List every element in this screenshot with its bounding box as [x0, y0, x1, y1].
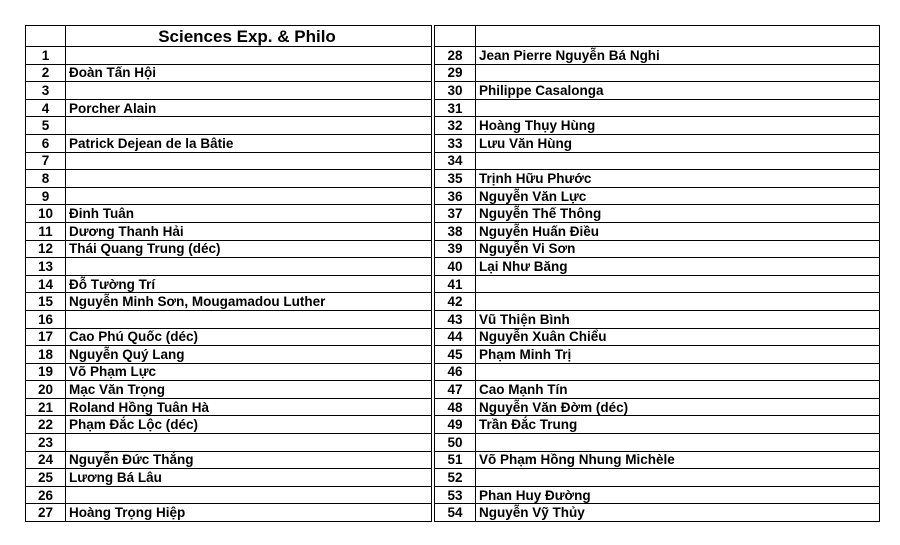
row-number-right: 49 [435, 416, 476, 434]
row-number-left: 13 [26, 258, 66, 276]
row-number-left: 23 [26, 434, 66, 452]
student-name-right: Trịnh Hữu Phước [476, 170, 880, 188]
row-number-right: 29 [435, 64, 476, 82]
row-number-left: 27 [26, 504, 66, 522]
student-name-right: Nguyễn Văn Đờm (déc) [476, 398, 880, 416]
student-name-right [476, 152, 880, 170]
table-row [26, 398, 880, 416]
row-number-right: 54 [435, 504, 476, 522]
row-number-left: 25 [26, 469, 66, 487]
student-name-right [476, 64, 880, 82]
table-row [26, 187, 880, 205]
page-title: Sciences Exp. & Philo [66, 26, 432, 47]
row-number-right: 53 [435, 486, 476, 504]
table-row [26, 469, 880, 487]
table-row [26, 117, 880, 135]
student-name-left: Dương Thanh Hải [66, 222, 432, 240]
student-name-left: Nguyễn Đức Thắng [66, 451, 432, 469]
student-name-left [66, 170, 432, 188]
row-number-right: 43 [435, 310, 476, 328]
student-name-right: Nguyễn Huấn Điều [476, 222, 880, 240]
student-name-right [476, 275, 880, 293]
table-row [26, 346, 880, 364]
roster-body [26, 26, 880, 522]
student-name-right [476, 469, 880, 487]
row-number-left: 18 [26, 346, 66, 364]
table-row [26, 47, 880, 65]
row-number-left: 5 [26, 117, 66, 135]
student-name-left [66, 152, 432, 170]
student-name-left [66, 310, 432, 328]
class-roster-table [25, 25, 880, 522]
student-name-right [476, 434, 880, 452]
table-row [26, 82, 880, 100]
student-name-right: Trần Đắc Trung [476, 416, 880, 434]
student-name-right: Nguyễn Thế Thông [476, 205, 880, 223]
table-row [26, 170, 880, 188]
table-row [26, 275, 880, 293]
table-row [26, 99, 880, 117]
row-number-right: 50 [435, 434, 476, 452]
row-number-left: 16 [26, 310, 66, 328]
table-row [26, 222, 880, 240]
student-name-left [66, 486, 432, 504]
table-row [26, 451, 880, 469]
header-row [26, 26, 880, 47]
student-name-left: Patrick Dejean de la Bâtie [66, 134, 432, 152]
row-number-left: 26 [26, 486, 66, 504]
row-number-right: 52 [435, 469, 476, 487]
student-name-right: Nguyễn Văn Lực [476, 187, 880, 205]
student-name-right [476, 293, 880, 311]
student-name-left [66, 187, 432, 205]
row-number-right: 28 [435, 47, 476, 65]
header-num-cell [26, 26, 66, 47]
student-name-left: Nguyễn Quý Lang [66, 346, 432, 364]
table-row [26, 134, 880, 152]
table-row [26, 434, 880, 452]
row-number-right: 35 [435, 170, 476, 188]
row-number-right: 37 [435, 205, 476, 223]
row-number-left: 15 [26, 293, 66, 311]
row-number-right: 40 [435, 258, 476, 276]
table-row [26, 293, 880, 311]
row-number-left: 11 [26, 222, 66, 240]
student-name-right: Vũ Thiện Bình [476, 310, 880, 328]
row-number-left: 21 [26, 398, 66, 416]
student-name-right: Lại Như Băng [476, 258, 880, 276]
row-number-left: 9 [26, 187, 66, 205]
row-number-left: 12 [26, 240, 66, 258]
student-name-right: Nguyễn Xuân Chiểu [476, 328, 880, 346]
student-name-right: Cao Mạnh Tín [476, 381, 880, 399]
student-name-left [66, 82, 432, 100]
student-name-left [66, 258, 432, 276]
row-number-left: 14 [26, 275, 66, 293]
row-number-left: 10 [26, 205, 66, 223]
student-name-left: Đinh Tuân [66, 205, 432, 223]
row-number-right: 39 [435, 240, 476, 258]
row-number-right: 38 [435, 222, 476, 240]
student-name-right: Võ Phạm Hồng Nhung Michèle [476, 451, 880, 469]
table-row [26, 64, 880, 82]
row-number-left: 2 [26, 64, 66, 82]
table-row [26, 240, 880, 258]
table-row [26, 363, 880, 381]
student-name-right: Hoàng Thụy Hùng [476, 117, 880, 135]
row-number-left: 3 [26, 82, 66, 100]
student-name-left [66, 434, 432, 452]
row-number-right: 30 [435, 82, 476, 100]
row-number-left: 4 [26, 99, 66, 117]
table-row [26, 258, 880, 276]
student-name-right [476, 99, 880, 117]
table-row [26, 416, 880, 434]
student-name-right: Philippe Casalonga [476, 82, 880, 100]
table-row [26, 328, 880, 346]
row-number-right: 48 [435, 398, 476, 416]
student-name-right: Phan Huy Đường [476, 486, 880, 504]
row-number-left: 6 [26, 134, 66, 152]
row-number-left: 1 [26, 47, 66, 65]
row-number-right: 32 [435, 117, 476, 135]
row-number-right: 33 [435, 134, 476, 152]
row-number-right: 31 [435, 99, 476, 117]
student-name-left: Thái Quang Trung (déc) [66, 240, 432, 258]
student-name-right: Jean Pierre Nguyễn Bá Nghi [476, 47, 880, 65]
row-number-right: 41 [435, 275, 476, 293]
student-name-left: Cao Phú Quốc (déc) [66, 328, 432, 346]
student-name-left: Hoàng Trọng Hiệp [66, 504, 432, 522]
row-number-left: 8 [26, 170, 66, 188]
row-number-left: 17 [26, 328, 66, 346]
row-number-right: 45 [435, 346, 476, 364]
table-row [26, 310, 880, 328]
row-number-right: 51 [435, 451, 476, 469]
student-name-left: Đoàn Tấn Hội [66, 64, 432, 82]
row-number-right: 42 [435, 293, 476, 311]
table-row [26, 504, 880, 522]
row-number-right: 44 [435, 328, 476, 346]
row-number-left: 22 [26, 416, 66, 434]
student-name-left: Phạm Đắc Lộc (déc) [66, 416, 432, 434]
row-number-left: 24 [26, 451, 66, 469]
row-number-right: 46 [435, 363, 476, 381]
row-number-left: 20 [26, 381, 66, 399]
row-number-right: 47 [435, 381, 476, 399]
row-number-left: 7 [26, 152, 66, 170]
student-name-left: Đỗ Tường Trí [66, 275, 432, 293]
student-name-left: Nguyễn Minh Sơn, Mougamadou Luther [66, 293, 432, 311]
student-name-left: Porcher Alain [66, 99, 432, 117]
table-row [26, 152, 880, 170]
student-name-left [66, 117, 432, 135]
student-name-right: Nguyễn Vỹ Thủy [476, 504, 880, 522]
student-name-left: Võ Phạm Lực [66, 363, 432, 381]
student-name-right [476, 363, 880, 381]
student-name-right: Phạm Minh Trị [476, 346, 880, 364]
header-num-cell-right [435, 26, 476, 47]
table-row [26, 381, 880, 399]
row-number-left: 19 [26, 363, 66, 381]
student-name-right: Lưu Văn Hùng [476, 134, 880, 152]
row-number-right: 36 [435, 187, 476, 205]
row-number-right: 34 [435, 152, 476, 170]
table-row [26, 205, 880, 223]
student-name-left: Lương Bá Lâu [66, 469, 432, 487]
student-name-left: Roland Hồng Tuân Hà [66, 398, 432, 416]
table-row [26, 486, 880, 504]
header-name-cell-right [476, 26, 880, 47]
student-name-left [66, 47, 432, 65]
student-name-right: Nguyễn Vi Sơn [476, 240, 880, 258]
student-name-left: Mạc Văn Trọng [66, 381, 432, 399]
